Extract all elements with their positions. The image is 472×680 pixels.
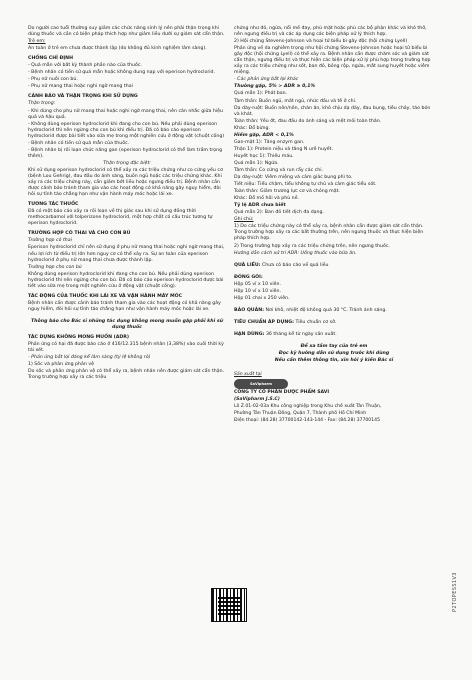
special-caution-subheading: Thận trọng đặc biệt: (103, 160, 151, 166)
expiry-text: 36 tháng kể từ ngày sản xuất. (265, 331, 337, 337)
adr-line: Tiết niệu: Tiểu chậm, tiểu không tự chủ và cảm giác tiểu sót. (234, 182, 377, 188)
expiry-heading: HẠN DÙNG: (234, 331, 265, 337)
adr-class: - Phản ứng bất lợi đáng kể lâm sàng (tỷ lệ không rõ) (28, 355, 151, 361)
pregnancy-heading: TRƯỜNG HỢP CÓ THAI VÀ CHO CON BÚ (28, 231, 131, 237)
pregnancy-subheading: Trường hợp có thai (28, 238, 72, 244)
adr-heading: TÁC DỤNG KHÔNG MONG MUỐN (ADR) (28, 335, 130, 341)
adr-text: Phản ứng có hại đã được báo cáo ở 416/12.315 bệnh nhân (3,38%) vào cuối thời kỳ tái xét. (28, 342, 224, 354)
pregnancy-text: Eperison hydroclorid chỉ nên sử dụng ở phụ nữ mang thai hoặc nghi ngờ mang thai, nếu lợi ích từ điều trị lớn hơn nguy cơ có thể xảy ra. Sự an toàn của eperison hydroclorid ở phụ nữ mang thai chưa được thành lập. (28, 245, 225, 263)
company-short-name: (SaVipharm J.S.C) (234, 397, 280, 403)
adr-line: Khác: Đổ bừng. (234, 125, 270, 131)
lactation-text: Không dùng eperison hydroclorid khi đang cho con bú. Nếu phải dùng eperison hydroclorid thì nên ngừng cho con bú. Đã có báo cáo eperison hydroclorid được bài tiết vào sữa mẹ trong một nghiên cứu ở động vật (chuột cống). (28, 271, 224, 289)
manufacturer-block (234, 372, 434, 424)
adr-line: Tâm thần: Buồn ngủ, mất ngủ, nhức đầu và tê ở chi. (234, 98, 357, 104)
adr-item-text: Do sốc và phản ứng phản vệ có thể xảy ra, bệnh nhân nên được giám sát cẩn thận. Trong trường hợp xảy ra các triệu (28, 369, 225, 381)
common-adr-label: Thường gặp, 5% > ADR ≥ 0,1% (234, 84, 316, 90)
unknown-adr-label: Tỷ lệ ADR chưa biết (234, 203, 286, 209)
other-adr-subheading: - Các phản ứng bất lợi khác (234, 77, 299, 83)
logo-badge: SaVipharm (234, 379, 288, 389)
company-address: Lô Z.01-02-03a Khu công nghiệp trong Khu chế xuất Tân Thuận, (234, 404, 382, 410)
warning-item: - Không dùng eperison hydroclorid khi đang cho con bú. Nếu phải dùng eperison hydroclorid thì nên ngừng cho con bú khi điều trị. Đã có báo cáo eperison hydroclorid được bài tiết vào sữa mẹ trong một nghiên cứu ở động vật (chuột cống) (28, 121, 225, 139)
adr-line: Quá mẫn 2): Ban đỏ tiết dịch đa dạng. (234, 210, 324, 216)
warnings-heading: CẢNH BÁO VÀ THẬN TRỌNG KHI SỬ DỤNG (28, 94, 138, 100)
adr-line: Toàn thân: Yếu ớt, đau đầu do ánh sáng và mệt mỏi toàn thân. (234, 118, 382, 124)
storage-heading: BẢO QUẢN: (234, 307, 265, 313)
storage-text: Nơi khô, nhiệt độ không quá 30 °C. Tránh ánh sáng. (265, 307, 387, 313)
packaging-item: Hộp 01 chai x 250 viên. (234, 295, 290, 301)
special-caution-text: Khi sử dụng eperison hydroclorid có thể xảy ra các triệu chứng như co cứng yếu cơ (bệnh Lou Gehrig), đau đầu do ánh sáng, buồn ngủ hoặc các triệu chứng khác. Khi xảy ra các triệu chứng này, cần giảm bớt liều hoặc ngưng điều trị. Bệnh nhân cần được cảnh báo tránh tham gia vào các hoạt động có khả năng gây nguy hiểm, đòi hỏi sự tỉnh táo chẳng hạn như vận hành máy móc hoặc lái xe. (28, 167, 223, 198)
contra-item: - Quá mẫn với bất kỳ thành phần nào của thuốc. (28, 63, 142, 69)
adr-line: Dạ dày-ruột: Buồn nôn/nôn, chán ăn, khó chịu dạ dày, đau bụng, tiêu chảy, táo bón và khát. (234, 105, 431, 117)
interactions-text: Đã có một báo cáo xảy ra rối loạn về thị giác sau khi sử dụng đồng thời methocarbamol với tolperizone hydroclorid, một hợp chất có cấu trúc tương tự eperison hydroclorid. (28, 209, 213, 227)
standard-text: Tiêu chuẩn cơ sở. (295, 319, 337, 325)
children-label: Trẻ em: (28, 39, 46, 45)
adr-line: Tâm thần: Co cứng và run rẩy các chi. (234, 167, 323, 173)
savipharm-logo (234, 379, 434, 389)
safety-warning: Đọc kỹ hướng dẫn sử dụng trước khi dùng (278, 351, 390, 357)
safety-warning: Để xa tầm tay của trẻ em (300, 343, 368, 349)
driving-text: Bệnh nhân cần được cảnh báo tránh tham gia vào các hoạt động có khả năng gây nguy hiểm, đòi hỏi sự tỉnh táo chẳng hạn như vận hành máy móc hoặc lái xe. (28, 300, 221, 312)
interactions-heading: TƯƠNG TÁC THUỐC (28, 202, 79, 208)
adr-line: Thận 1): Protein niệu và tăng N urê huyết. (234, 146, 333, 152)
elderly-text: Do người cao tuổi thường suy giảm các chức năng sinh lý nên phải thận trọng khi dùng thuốc và cần có biện pháp thích hợp như giảm liều dưới sự giám sát cẩn thận. (28, 26, 225, 38)
storage-line (234, 308, 434, 314)
standard-heading: TIÊU CHUẨN ÁP DỤNG: (234, 319, 294, 325)
caution-subheading: Thận trọng: (28, 101, 56, 107)
driving-heading: TÁC ĐỘNG CỦA THUỐC KHI LÁI XE VÀ VẬN HÀNH MÁY MÓC (28, 293, 183, 299)
company-address: Phường Tân Thuận Đông, Quận 7, Thành phố Hồ Chí Minh (234, 411, 367, 417)
warning-item: - Khi dùng cho phụ nữ mang thai hoặc nghi ngờ mang thai, nên cân nhắc giữa hiệu quả và hậu quả. (28, 108, 223, 120)
adr-line: Khác: Đổ mồ hôi và phù nề. (234, 196, 299, 202)
adr-line: Dạ dày-ruột: Viêm miệng và cảm giác bụng phì to. (234, 175, 353, 181)
adr-continued-text: chứng như đỏ, ngứa, nổi mề đay, phù mặt hoặc phù các bộ phận khác và khó thở, nên ngưng điều trị và các áp dụng các biện pháp xử lý thích hợp. (234, 26, 427, 38)
lactation-subheading: Trường hợp cho con bú (28, 264, 82, 270)
contraindications-heading: CHỐNG CHỈ ĐỊNH (28, 56, 74, 62)
standard-line (234, 320, 434, 326)
warning-item: - Bệnh nhân có tiền sử quá mẫn của thuốc. (28, 140, 130, 146)
adr-guidance: Hướng dẫn cách xử trí ADR: Uống thuốc vào bữa ăn. (234, 250, 357, 256)
packaging-heading: ĐÓNG GÓI: (234, 274, 263, 280)
made-in-label: Sản xuất tại (234, 372, 262, 378)
safety-warning: Nếu cần thêm thông tin, xin hỏi ý kiến Bác sĩ (274, 358, 394, 364)
contra-item: - Bệnh nhân có tiền sử quá mẫn hoặc không dung nạp với eperison hydroclorid. (28, 70, 216, 76)
left-column (28, 26, 226, 382)
contra-item: - Phụ nữ mang thai hoặc nghi ngờ mang thai (28, 84, 133, 90)
adr-notice: Thông báo cho Bác sĩ những tác dụng không mong muốn gặp phải khi sử dụng thuốc (30, 318, 224, 330)
adr-line: Quá mẫn 1): Phát ban. (234, 91, 288, 97)
right-column (234, 26, 434, 425)
sjs-heading: 2) Hội chứng Stevens-Johnson và hoại tử biểu bì gây độc (hội chứng Lyell) (234, 39, 408, 45)
overdose-text: Chưa có báo cáo về quá liều (262, 262, 329, 268)
rare-adr-label: Hiếm gặp, ADR < 0,1% (234, 132, 294, 138)
adr-item-title: 1) Sốc và phản ứng phản vệ (28, 362, 94, 368)
note-label: Ghi chú: (234, 217, 254, 223)
sjs-text: Phản ứng về da nghiêm trọng như hội chứng Stevens-Johnson hoặc hoại tử biểu bì gây độc (hội chứng Lyell) có thể xảy ra. Bệnh nhân cần được chăm sóc và giám sát cẩn thận, ngưng điều trị và thực hiện các biện pháp xử lý phù hợp trong trường hợp xảy ra các triệu chứng như sốt, ban đỏ, bỏng rộp, ngứa, mắt sung huyết hoặc viêm miệng. (234, 46, 431, 76)
overdose-line (234, 263, 434, 269)
company-name: CÔNG TY CỔ PHẦN DƯỢC PHẨM SAVI (234, 390, 330, 396)
packaging-item: Hộp 10 vỉ x 10 viên. (234, 288, 282, 294)
company-contact: Điện thoại: (84.28) 37700142-143-144 - Fax: (84.28) 37700145 (234, 418, 381, 424)
contra-item: - Phụ nữ nuôi con bú. (28, 77, 78, 83)
warning-item: - Bệnh nhân bị rối loạn chức năng gan (eperison hydroclorid có thể làm trầm trọng thêm). (28, 147, 223, 159)
adr-line: Huyết học 1): Thiếu máu. (234, 153, 294, 159)
qr-code-icon (211, 588, 247, 622)
packaging-item: Hộp 05 vỉ x 10 viên. (234, 281, 282, 287)
adr-line: Toàn thân: Giảm trương lực cơ và chóng mặt. (234, 189, 340, 195)
adr-line: Quá mẫn 1): Ngứa. (234, 160, 279, 166)
overdose-heading: QUÁ LIỀU: (234, 262, 261, 268)
note-text: 1) Do các triệu chứng này có thể xảy ra, bệnh nhân cần được giám sát cẩn thận. Trong trường hợp xảy ra các bất thường trên, nên ngưng thuốc và thực hiện biện pháp thích hợp. (234, 224, 424, 242)
side-code: P2TOPESS1V3 (452, 572, 458, 612)
expiry-line (234, 332, 434, 338)
children-text: An toàn ở trẻ em chưa được thành lập (do không đủ kinh nghiệm lâm sàng). (28, 46, 207, 52)
adr-line: Gan-mật 1): Tăng enzym gan. (234, 139, 305, 145)
note-text: 2) Trong trường hợp xảy ra các triệu chứng trên, nên ngưng thuốc. (234, 243, 390, 249)
